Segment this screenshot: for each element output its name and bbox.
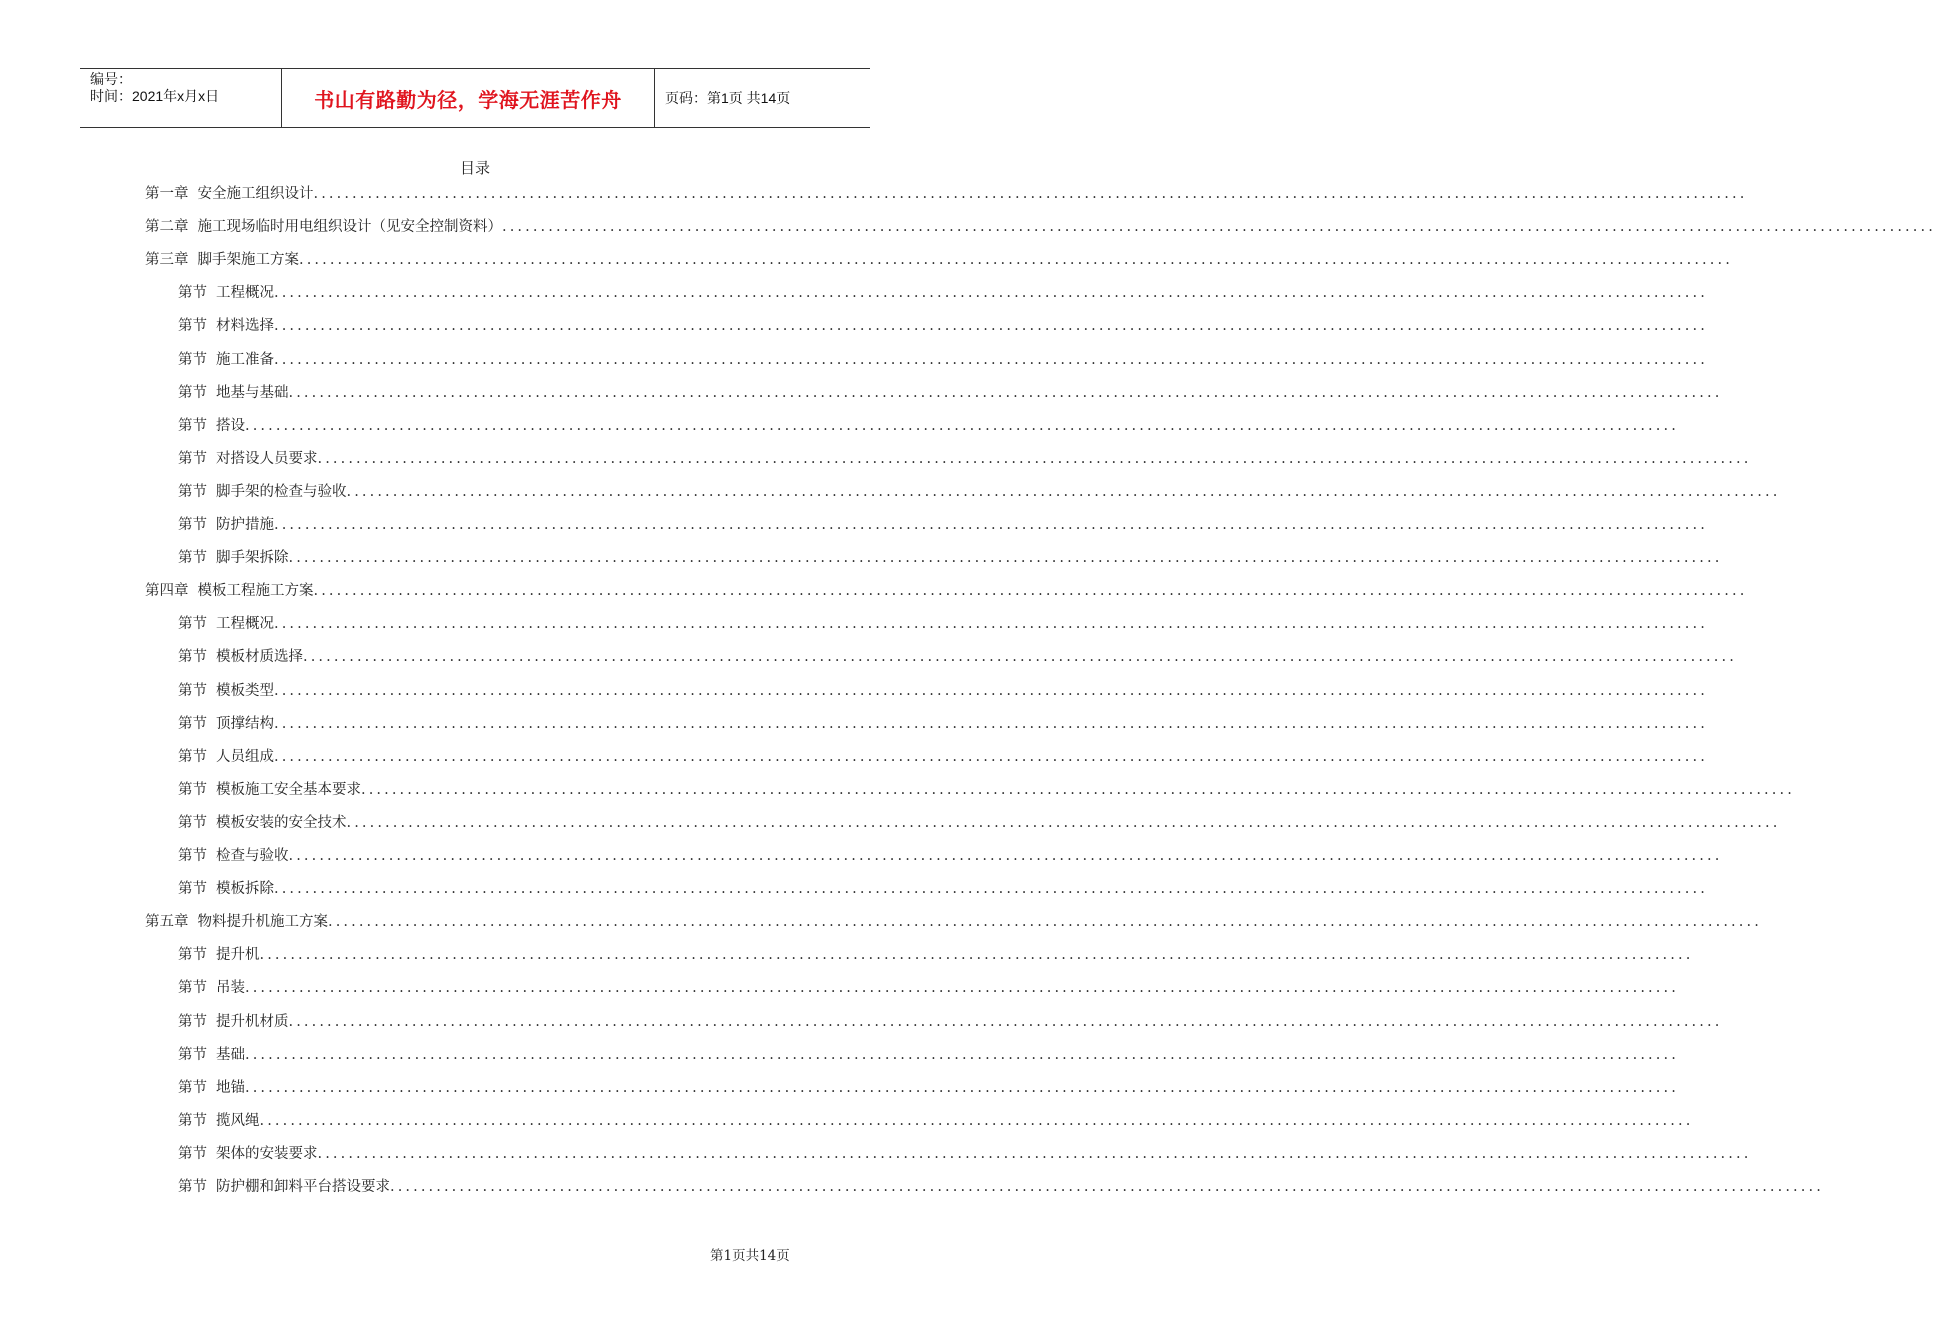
document-header bbox=[80, 68, 870, 128]
toc-dot-leader: .......................................................................................................................................................................................... bbox=[390, 1179, 1824, 1195]
toc-dot-leader: .......................................................................................................................................................................................... bbox=[274, 682, 1708, 699]
page-footer: 第1页共14页 bbox=[710, 1248, 790, 1264]
toc-section-entry bbox=[178, 844, 1723, 868]
toc-dot-leader: .......................................................................................................................................................................................... bbox=[245, 1079, 1679, 1096]
toc-entry-number: 第节 bbox=[178, 947, 207, 964]
toc-entry-number: 第一章 bbox=[145, 186, 189, 202]
toc-section-entry bbox=[178, 612, 1708, 636]
toc-entry-title: 模板材质选择 bbox=[216, 649, 303, 666]
toc-entry-number: 第节 bbox=[178, 616, 207, 633]
toc-dot-leader: .......................................................................................................................................................................................... bbox=[245, 417, 1679, 434]
toc-entry-title: 检查与验收 bbox=[216, 848, 289, 864]
toc-section-entry bbox=[178, 546, 1723, 570]
toc-entry-title: 人员组成 bbox=[216, 748, 274, 765]
toc-entry-title: 模板类型 bbox=[216, 682, 274, 699]
toc-chapter-entry bbox=[145, 182, 1748, 206]
toc-section-entry bbox=[178, 712, 1708, 736]
toc-entry-title: 地锚 bbox=[216, 1079, 245, 1096]
toc-section-entry bbox=[178, 1142, 1752, 1166]
toc-section-entry bbox=[178, 447, 1752, 471]
toc-entry-title: 脚手架施工方案 bbox=[197, 252, 299, 269]
toc-section-entry bbox=[178, 1175, 1824, 1199]
toc-section-entry bbox=[178, 745, 1708, 769]
toc-section-entry bbox=[178, 414, 1679, 438]
toc-entry-number: 第节 bbox=[178, 848, 207, 864]
toc-entry-title: 顶撑结构 bbox=[216, 715, 274, 732]
toc-dot-leader: .......................................................................................................................................................................................... bbox=[274, 351, 1708, 368]
header-meta-cell bbox=[80, 69, 282, 127]
toc-entry-number: 第节 bbox=[178, 748, 207, 765]
toc-dot-leader: .......................................................................................................................................................................................... bbox=[299, 252, 1733, 269]
toc-entry-title: 物料提升机施工方案 bbox=[197, 914, 328, 931]
toc-section-entry bbox=[178, 943, 1694, 967]
toc-dot-leader: .......................................................................................................................................................................................... bbox=[288, 1013, 1723, 1030]
toc-chapter-entry bbox=[145, 215, 1936, 239]
toc-entry-title: 施工现场临时用电组织设计（见安全控制资料） bbox=[197, 219, 502, 236]
header-motto: 书山有路勤为径，学海无涯苦作舟 bbox=[314, 87, 622, 112]
toc-entry-number: 第三章 bbox=[145, 252, 189, 269]
toc-dot-leader: .......................................................................................................................................................................................... bbox=[245, 1046, 1679, 1063]
toc-section-entry bbox=[178, 513, 1708, 537]
toc-dot-leader: .......................................................................................................................................................................................... bbox=[502, 219, 1936, 236]
header-page-info: 页码：第1页 共14页 bbox=[665, 90, 791, 106]
toc-dot-leader: .......................................................................................................................................................................................... bbox=[274, 318, 1708, 335]
toc-section-entry bbox=[178, 348, 1708, 372]
toc-section-entry bbox=[178, 314, 1708, 338]
toc-entry-title: 防护棚和卸料平台搭设要求 bbox=[216, 1179, 390, 1195]
toc-section-entry bbox=[178, 645, 1737, 669]
toc-dot-leader: .......................................................................................................................................................................................... bbox=[274, 285, 1708, 302]
toc-entry-title: 脚手架拆除 bbox=[216, 550, 289, 567]
toc-entry-number: 第五章 bbox=[145, 914, 189, 931]
toc-entry-title: 防护措施 bbox=[216, 517, 274, 533]
toc-dot-leader: .......................................................................................................................................................................................... bbox=[346, 483, 1781, 500]
toc-entry-number: 第节 bbox=[178, 781, 207, 798]
toc-entry-title: 脚手架的检查与验收 bbox=[216, 483, 347, 500]
toc-section-entry bbox=[178, 381, 1723, 405]
toc-section-entry bbox=[178, 1076, 1679, 1100]
toc-entry-title: 模板工程施工方案 bbox=[197, 583, 314, 600]
toc-entry-title: 吊装 bbox=[216, 980, 245, 997]
toc-entry-title: 模板安装的安全技术 bbox=[216, 814, 347, 831]
toc-entry-number: 第节 bbox=[178, 1112, 207, 1129]
toc-title: 目录 bbox=[459, 159, 490, 177]
toc-dot-leader: .......................................................................................................................................................................................... bbox=[288, 848, 1723, 864]
toc-dot-leader: .......................................................................................................................................................................................... bbox=[346, 814, 1781, 831]
toc-section-entry bbox=[178, 811, 1781, 835]
toc-entry-number: 第节 bbox=[178, 1145, 207, 1162]
toc-entry-title: 安全施工组织设计 bbox=[197, 186, 314, 202]
toc-entry-title: 模板拆除 bbox=[216, 881, 274, 898]
toc-dot-leader: .......................................................................................................................................................................................... bbox=[259, 947, 1694, 964]
toc-entry-title: 搭设 bbox=[216, 417, 245, 434]
toc-entry-number: 第节 bbox=[178, 715, 207, 732]
toc-dot-leader: .......................................................................................................................................................................................... bbox=[317, 1145, 1752, 1162]
toc-entry-title: 揽风绳 bbox=[216, 1112, 260, 1129]
toc-entry-title: 提升机 bbox=[216, 947, 260, 964]
toc-entry-number: 第节 bbox=[178, 649, 207, 666]
toc-entry-number: 第节 bbox=[178, 450, 207, 467]
toc-entry-number: 第节 bbox=[178, 318, 207, 335]
toc-section-entry bbox=[178, 679, 1708, 703]
header-page-cell bbox=[655, 69, 870, 127]
toc-entry-title: 基础 bbox=[216, 1046, 245, 1063]
toc-entry-number: 第节 bbox=[178, 417, 207, 434]
document-date: 时间：2021年x月x日 bbox=[90, 88, 220, 104]
toc-entry-title: 工程概况 bbox=[216, 285, 274, 302]
toc-dot-leader: .......................................................................................................................................................................................... bbox=[313, 186, 1748, 202]
toc-section-entry bbox=[178, 480, 1781, 504]
toc-section-entry bbox=[178, 1109, 1694, 1133]
header-motto-cell bbox=[282, 69, 655, 127]
toc-dot-leader: .......................................................................................................................................................................................... bbox=[274, 517, 1708, 533]
toc-dot-leader: .......................................................................................................................................................................................... bbox=[274, 881, 1708, 898]
toc-entry-title: 工程概况 bbox=[216, 616, 274, 633]
toc-entry-number: 第节 bbox=[178, 814, 207, 831]
toc-entry-number: 第节 bbox=[178, 881, 207, 898]
toc-entry-number: 第节 bbox=[178, 980, 207, 997]
toc-chapter-entry bbox=[145, 910, 1762, 934]
toc-entry-number: 第节 bbox=[178, 1179, 207, 1195]
toc-entry-title: 地基与基础 bbox=[216, 384, 289, 401]
toc-entry-number: 第节 bbox=[178, 1079, 207, 1096]
toc-dot-leader: .......................................................................................................................................................................................... bbox=[303, 649, 1737, 666]
toc-dot-leader: .......................................................................................................................................................................................... bbox=[288, 550, 1723, 567]
toc-entry-title: 提升机材质 bbox=[216, 1013, 289, 1030]
toc-dot-leader: .......................................................................................................................................................................................... bbox=[274, 715, 1708, 732]
toc-entry-title: 材料选择 bbox=[216, 318, 274, 335]
toc-entry-number: 第节 bbox=[178, 1046, 207, 1063]
toc-dot-leader: .......................................................................................................................................................................................... bbox=[361, 781, 1795, 798]
toc-entry-number: 第节 bbox=[178, 384, 207, 401]
toc-entry-number: 第节 bbox=[178, 517, 207, 533]
toc-entry-title: 施工准备 bbox=[216, 351, 274, 368]
toc-entry-number: 第四章 bbox=[145, 583, 189, 600]
toc-chapter-entry bbox=[145, 579, 1748, 603]
toc-dot-leader: .......................................................................................................................................................................................... bbox=[274, 748, 1708, 765]
toc-dot-leader: .......................................................................................................................................................................................... bbox=[317, 450, 1752, 467]
toc-dot-leader: .......................................................................................................................................................................................... bbox=[245, 980, 1679, 997]
toc-section-entry bbox=[178, 281, 1708, 305]
toc-entry-number: 第节 bbox=[178, 1013, 207, 1030]
toc-chapter-entry bbox=[145, 248, 1733, 272]
toc-entry-number: 第节 bbox=[178, 351, 207, 368]
document-number-label: 编号： bbox=[90, 71, 132, 87]
toc-section-entry bbox=[178, 778, 1795, 802]
toc-entry-number: 第节 bbox=[178, 483, 207, 500]
toc-dot-leader: .......................................................................................................................................................................................... bbox=[313, 583, 1748, 600]
toc-entry-number: 第节 bbox=[178, 550, 207, 567]
toc-section-entry bbox=[178, 1043, 1679, 1067]
toc-section-entry bbox=[178, 877, 1708, 901]
toc-entry-title: 对搭设人员要求 bbox=[216, 450, 318, 467]
toc-entry-number: 第二章 bbox=[145, 219, 189, 236]
toc-section-entry bbox=[178, 1010, 1723, 1034]
toc-section-entry bbox=[178, 976, 1679, 1000]
toc-dot-leader: .......................................................................................................................................................................................... bbox=[259, 1112, 1694, 1129]
toc-dot-leader: .......................................................................................................................................................................................... bbox=[288, 384, 1723, 401]
toc-entry-number: 第节 bbox=[178, 682, 207, 699]
toc-dot-leader: .......................................................................................................................................................................................... bbox=[328, 914, 1762, 931]
toc-dot-leader: .......................................................................................................................................................................................... bbox=[274, 616, 1708, 633]
toc-entry-title: 模板施工安全基本要求 bbox=[216, 781, 361, 798]
toc-entry-number: 第节 bbox=[178, 285, 207, 302]
toc-entry-title: 架体的安装要求 bbox=[216, 1145, 318, 1162]
